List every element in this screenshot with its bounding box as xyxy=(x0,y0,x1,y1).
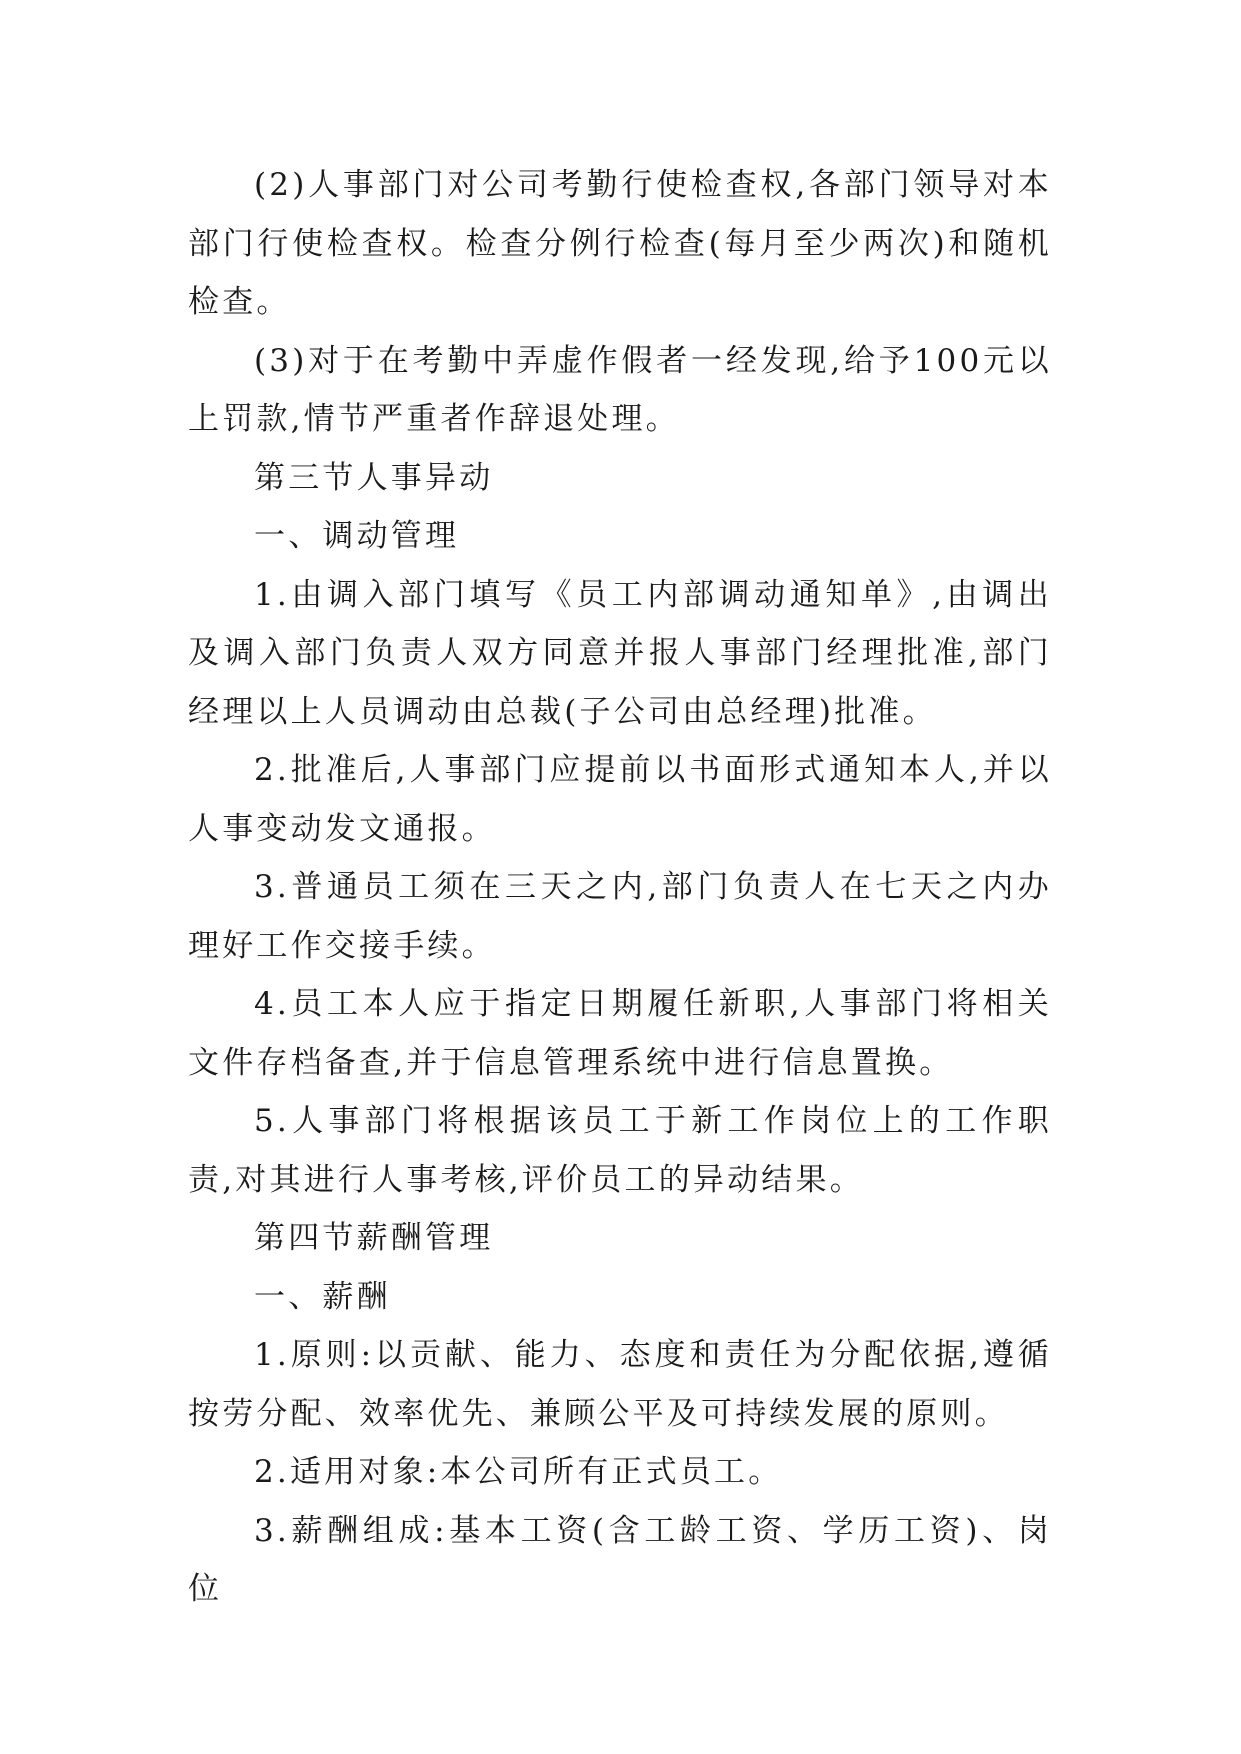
section-heading-compensation-management: 第四节薪酬管理 xyxy=(254,1220,494,1256)
document-body xyxy=(188,156,1052,1619)
paragraph-compensation-composition: 3.薪酬组成:基本工资(含工龄工资、学历工资)、岗位 xyxy=(188,1512,1052,1607)
paragraph-transfer-item-5: 5.人事部门将根据该员工于新工作岗位上的工作职责,对其进行人事考核,评价员工的异动结果。 xyxy=(188,1103,1052,1198)
paragraph-attendance-inspection: (2)人事部门对公司考勤行使检查权,各部门领导对本部门行使检查权。检查分例行检查(每月至少两次)和随机检查。 xyxy=(188,167,1052,320)
subsection-heading-compensation: 一、薪酬 xyxy=(254,1278,391,1315)
paragraph-compensation-scope: 2.适用对象:本公司所有正式员工。 xyxy=(254,1454,783,1490)
section-heading-personnel-change: 第三节人事异动 xyxy=(254,459,494,496)
paragraph-transfer-item-4: 4.员工本人应于指定日期履任新职,人事部门将相关文件存档备查,并于信息管理系统中进行信息置换。 xyxy=(188,986,1052,1081)
paragraph-attendance-fraud-penalty: (3)对于在考勤中弄虚作假者一经发现,给予100元以上罚款,情节严重者作辞退处理。 xyxy=(188,342,1052,437)
paragraph-transfer-item-2: 2.批准后,人事部门应提前以书面形式通知本人,并以人事变动发文通报。 xyxy=(188,752,1052,847)
paragraph-compensation-principle: 1.原则:以贡献、能力、态度和责任为分配依据,遵循按劳分配、效率优先、兼顾公平及可持续发展的原则。 xyxy=(188,1337,1052,1432)
subsection-heading-transfer-management: 一、调动管理 xyxy=(254,518,460,554)
paragraph-transfer-item-3: 3.普通员工须在三天之内,部门负责人在七天之内办理好工作交接手续。 xyxy=(188,869,1052,964)
paragraph-transfer-item-1: 1.由调入部门填写《员工内部调动通知单》,由调出及调入部门负责人双方同意并报人事部门经理批准,部门经理以上人员调动由总裁(子公司由总经理)批准。 xyxy=(188,576,1052,730)
